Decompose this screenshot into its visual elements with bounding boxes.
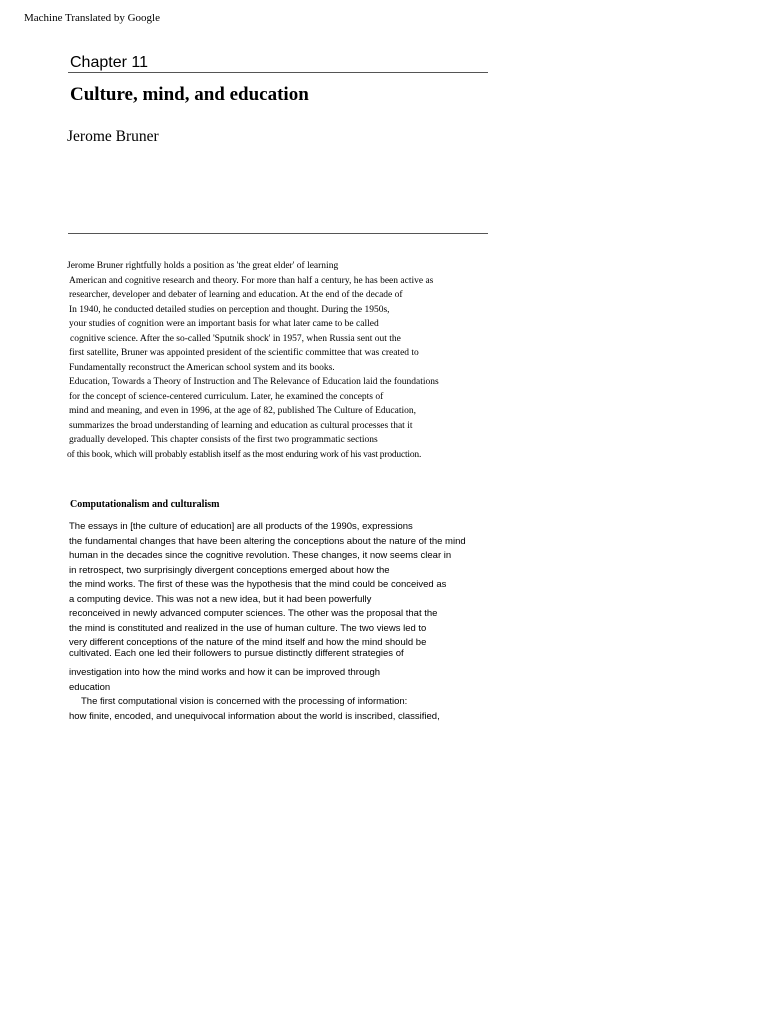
body-line: very different conceptions of the nature of the mind itself and how the mind should be	[69, 637, 427, 648]
body-line: investigation into how the mind works and how it can be improved through	[69, 667, 381, 678]
body-line: the fundamental changes that have been altering the conceptions about the nature of the mind	[69, 535, 466, 547]
body-line: education	[69, 682, 111, 693]
intro-line: for the concept of science-centered curriculum. Later, he examined the concepts of	[69, 391, 384, 402]
body-line: human in the decades since the cognitive revolution. These changes, it now seems clear in	[69, 550, 452, 561]
chapter-number: Chapter 11	[70, 54, 148, 71]
intro-line: Fundamentally reconstruct the American school system and its books.	[69, 362, 335, 373]
intro-line: cognitive science. After the so-called 'Sputnik shock' in 1957, when Russia sent out the	[70, 333, 401, 344]
body-line: the mind is constituted and realized in the use of human culture. The two views led to	[69, 622, 427, 634]
section-heading: Computationalism and culturalism	[70, 499, 220, 510]
intro-line: summarizes the broad understanding of learning and education as cultural processes that it	[69, 420, 413, 431]
body-line: The first computational vision is concerned with the processing of information:	[81, 696, 408, 707]
chapter-title: Culture, mind, and education	[70, 84, 309, 105]
chapter-author: Jerome Bruner	[67, 128, 159, 145]
intro-line: In 1940, he conducted detailed studies on perception and thought. During the 1950s,	[69, 304, 390, 315]
intro-line: researcher, developer and debater of learning and education. At the end of the decade of	[69, 290, 403, 300]
intro-line: American and cognitive research and theory. For more than half a century, he has been active as	[69, 275, 434, 286]
intro-line: gradually developed. This chapter consists of the first two programmatic sections	[69, 435, 378, 445]
intro-line: first satellite, Bruner was appointed president of the scientific committee that was created to	[69, 348, 419, 358]
intro-separator-rule	[68, 233, 488, 234]
body-line: in retrospect, two surprisingly divergent conceptions emerged about how the	[69, 564, 390, 576]
body-line: The essays in [the culture of education] are all products of the 1990s, expressions	[69, 521, 413, 532]
body-line: how finite, encoded, and unequivocal information about the world is inscribed, classified,	[69, 710, 440, 722]
intro-line: Education, Towards a Theory of Instruction and The Relevance of Education laid the foundations	[69, 377, 439, 387]
machine-translation-banner: Machine Translated by Google	[24, 12, 160, 24]
intro-line: mind and meaning, and even in 1996, at the age of 82, published The Culture of Education,	[69, 406, 417, 416]
body-line: the mind works. The first of these was the hypothesis that the mind could be conceived as	[69, 579, 447, 590]
intro-line: of this book, which will probably establish itself as the most enduring work of his vast production.	[67, 449, 422, 460]
body-line: reconceived in newly advanced computer sciences. The other was the proposal that the	[69, 608, 438, 619]
intro-line: your studies of cognition were an important basis for what later came to be called	[69, 319, 379, 329]
chapter-header-rule	[68, 72, 488, 73]
intro-line: Jerome Bruner rightfully holds a position as 'the great elder' of learning	[67, 261, 339, 271]
body-line: a computing device. This was not a new idea, but it had been powerfully	[69, 593, 372, 605]
body-line: cultivated. Each one led their followers to pursue distinctly different strategies of	[69, 648, 404, 659]
